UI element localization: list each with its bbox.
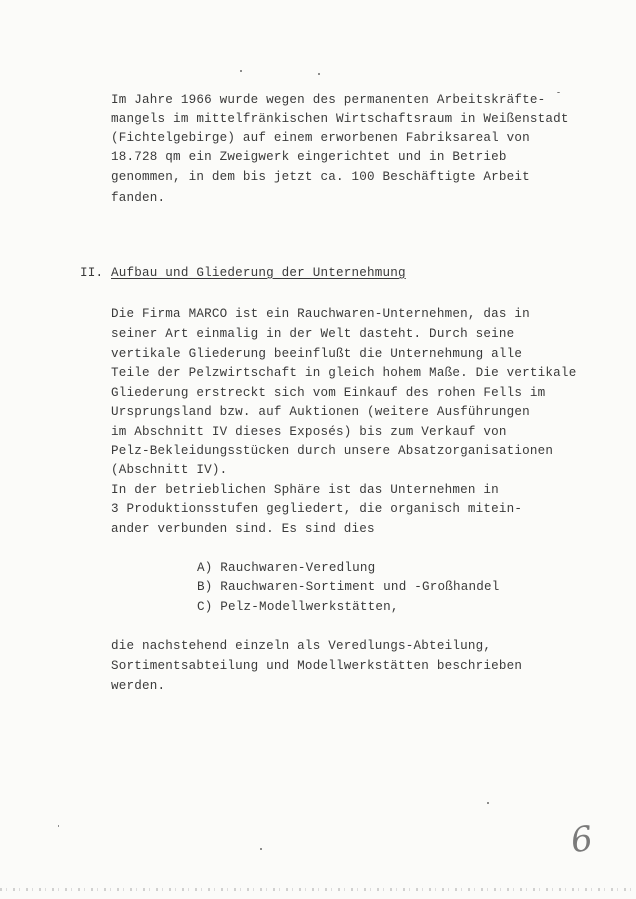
paragraph-line: Sortimentsabteilung und Modellwerkstätten beschrieben (111, 659, 523, 673)
paragraph-line: 18.728 qm ein Zweigwerk eingerichtet und in Betrieb (111, 150, 507, 164)
scan-speck (487, 802, 489, 804)
paragraph-line: Gliederung erstreckt sich vom Einkauf des rohen Fells im (111, 386, 546, 400)
paragraph-line: fanden. (111, 191, 166, 205)
list-item: C) Pelz-Modellwerkstätten, (197, 600, 399, 614)
paragraph-line: vertikale Gliederung beeinflußt die Unternehmung alle (111, 347, 523, 361)
scan-speck (318, 73, 320, 75)
paragraph-line: im Abschnitt IV dieses Exposés) bis zum Verkauf von (111, 425, 507, 439)
paragraph-line: 3 Produktionsstufen gegliedert, die organisch mitein- (111, 502, 523, 516)
paragraph-line: ander verbunden sind. Es sind dies (111, 522, 375, 536)
paragraph-line: (Fichtelgebirge) auf einem erworbenen Fabriksareal von (111, 131, 530, 145)
scan-speck (260, 848, 262, 850)
paragraph-line: Ursprungsland bzw. auf Auktionen (weitere Ausführungen (111, 405, 530, 419)
paragraph-line: seiner Art einmalig in der Welt dasteht. Durch seine (111, 327, 515, 341)
scan-speck (557, 92, 560, 93)
paragraph-line: Pelz-Bekleidungsstücken durch unsere Absatzorganisationen (111, 444, 554, 458)
paragraph-line: die nachstehend einzeln als Veredlungs-Abteilung, (111, 639, 492, 653)
paragraph-line: (Abschnitt IV). (111, 463, 228, 477)
scan-edge-noise (0, 888, 636, 891)
paragraph-line: werden. (111, 679, 166, 693)
paragraph-line: mangels im mittelfränkischen Wirtschaftsraum in Weißenstadt (111, 112, 569, 126)
paragraph-line: Die Firma MARCO ist ein Rauchwaren-Unternehmen, das in (111, 307, 530, 321)
scan-speck (240, 70, 242, 72)
section-number: II. (80, 266, 104, 280)
list-item: A) Rauchwaren-Veredlung (197, 561, 376, 575)
paragraph-line: genommen, in dem bis jetzt ca. 100 Beschäftigte Arbeit (111, 170, 530, 184)
paragraph-line: Im Jahre 1966 wurde wegen des permanenten Arbeitskräfte- (111, 93, 546, 107)
paragraph-line: Teile der Pelzwirtschaft in gleich hohem Maße. Die vertikale (111, 366, 577, 380)
list-item: B) Rauchwaren-Sortiment und -Großhandel (197, 580, 500, 594)
section-title: Aufbau und Gliederung der Unternehmung (111, 266, 406, 280)
paragraph-line: In der betrieblichen Sphäre ist das Unternehmen in (111, 483, 499, 497)
scan-speck (58, 825, 59, 827)
handwritten-page-number: 6 (568, 818, 596, 862)
